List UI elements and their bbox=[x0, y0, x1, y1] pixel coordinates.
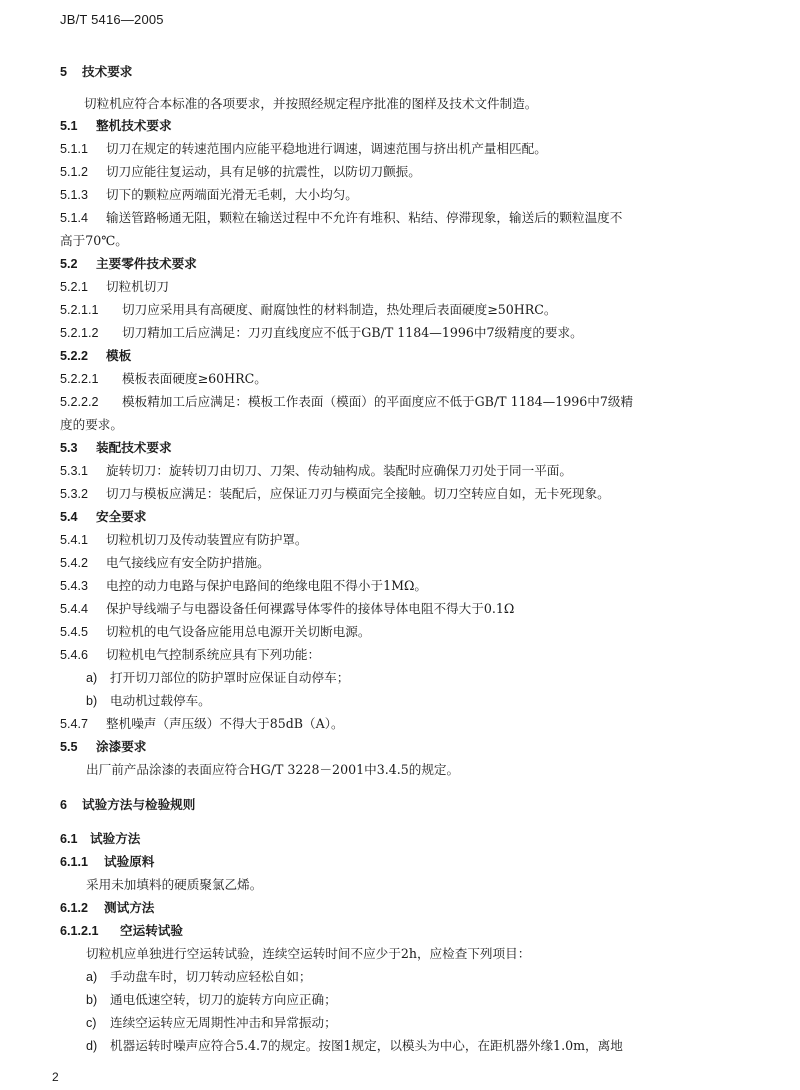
paragraph-line: 出厂前产品涂漆的表面应符合HG/T 3228－2001中3.4.5的规定。 bbox=[86, 762, 460, 777]
clause-line: 5.2.1.1 切刀应采用具有高硬度、耐腐蚀性的材料制造，热处理后表面硬度≥50HRC。 bbox=[60, 302, 557, 317]
list-item: b) 通电低速空转，切刀的旋转方向应正确； bbox=[86, 992, 337, 1007]
list-item: b) 电动机过载停车。 bbox=[86, 693, 211, 708]
clause-line: 5.2.1.2 切刀精加工后应满足：刀刃直线度应不低于GB/T 1184—1996中7级精度的要求。 bbox=[60, 325, 583, 340]
clause-line: 5.2.1 切粒机切刀 bbox=[60, 279, 169, 294]
clause-line: 5.1.4 输送管路畅通无阻，颗粒在输送过程中不允许有堆积、粘结、停滞现象，输送后的颗粒温度不 bbox=[60, 210, 623, 225]
subsection-heading: 5.3 装配技术要求 bbox=[60, 440, 172, 455]
subsection-heading: 6.1.1 试验原料 bbox=[60, 854, 155, 869]
clause-line: 5.3.2 切刀与模板应满足：装配后，应保证刀刃与模面完全接触。切刀空转应自如，无卡死现象。 bbox=[60, 486, 610, 501]
clause-line: 5.1.1 切刀在规定的转速范围内应能平稳地进行调速，调速范围与挤出机产量相匹配。 bbox=[60, 141, 547, 156]
clause-line: 5.2.2.1 模板表面硬度≥60HRC。 bbox=[60, 371, 267, 386]
subsection-heading: 6.1.2 测试方法 bbox=[60, 900, 155, 915]
paragraph-line: 切粒机应符合本标准的各项要求，并按照经规定程序批准的图样及技术文件制造。 bbox=[84, 96, 538, 111]
list-item: c) 连续空运转应无周期性冲击和异常振动； bbox=[86, 1015, 337, 1030]
clause-line: 5.4.2 电气接线应有安全防护措施。 bbox=[60, 555, 270, 570]
clause-line: 5.3.1 旋转切刀：旋转切刀由切刀、刀架、传动轴构成。装配时应确保刀刃处于同一平面。 bbox=[60, 463, 572, 478]
subsection-heading: 5.2.2 模板 bbox=[60, 348, 132, 363]
clause-line: 5.2.2.2 模板精加工后应满足：模板工作表面（模面）的平面度应不低于GB/T 1184—1996中7级精 bbox=[60, 394, 634, 409]
subsection-heading: 5.5 涂漆要求 bbox=[60, 739, 147, 754]
subsection-heading: 6.1 试验方法 bbox=[60, 831, 141, 846]
paragraph-line: 采用未加填料的硬质聚氯乙烯。 bbox=[86, 877, 263, 892]
clause-line: 5.1.2 切刀应能往复运动，具有足够的抗震性，以防切刀颤振。 bbox=[60, 164, 421, 179]
clause-line: 5.4.6 切粒机电气控制系统应具有下列功能： bbox=[60, 647, 321, 662]
clause-continuation: 度的要求。 bbox=[60, 417, 123, 432]
clause-line: 5.4.4 保护导线端子与电器设备任何裸露导体零件的接体导体电阻不得大于0.1Ω bbox=[60, 601, 515, 616]
subsection-heading: 5.1 整机技术要求 bbox=[60, 118, 172, 133]
section-5-heading: 5 技术要求 bbox=[60, 64, 133, 79]
clause-line: 5.4.3 电控的动力电路与保护电路间的绝缘电阻不得小于1MΩ。 bbox=[60, 578, 428, 593]
clause-line: 5.4.7 整机噪声（声压级）不得大于85dB（A）。 bbox=[60, 716, 344, 731]
clause-continuation: 高于70℃。 bbox=[60, 233, 128, 248]
subsection-heading: 5.2 主要零件技术要求 bbox=[60, 256, 197, 271]
list-item: a) 手动盘车时，切刀转动应轻松自如； bbox=[86, 969, 312, 984]
list-item: a) 打开切刀部位的防护罩时应保证自动停车； bbox=[86, 670, 350, 685]
section-6-heading: 6 试验方法与检验规则 bbox=[60, 797, 196, 812]
subsection-heading: 5.4 安全要求 bbox=[60, 509, 147, 524]
clause-line: 5.4.5 切粒机的电气设备应能用总电源开关切断电源。 bbox=[60, 624, 371, 639]
subsection-heading: 6.1.2.1 空运转试验 bbox=[60, 923, 183, 938]
standard-number-header: JB/T 5416—2005 bbox=[60, 12, 164, 27]
paragraph-line: 切粒机应单独进行空运转试验，连续空运转时间不应少于2h，应检查下列项目： bbox=[86, 946, 531, 961]
clause-line: 5.4.1 切粒机切刀及传动装置应有防护罩。 bbox=[60, 532, 308, 547]
page-number: 2 bbox=[52, 1070, 59, 1084]
clause-line: 5.1.3 切下的颗粒应两端面光滑无毛刺，大小均匀。 bbox=[60, 187, 358, 202]
list-item: d) 机器运转时噪声应符合5.4.7的规定。按图1规定，以模头为中心，在距机器外缘1.0m，离地 bbox=[86, 1038, 623, 1053]
